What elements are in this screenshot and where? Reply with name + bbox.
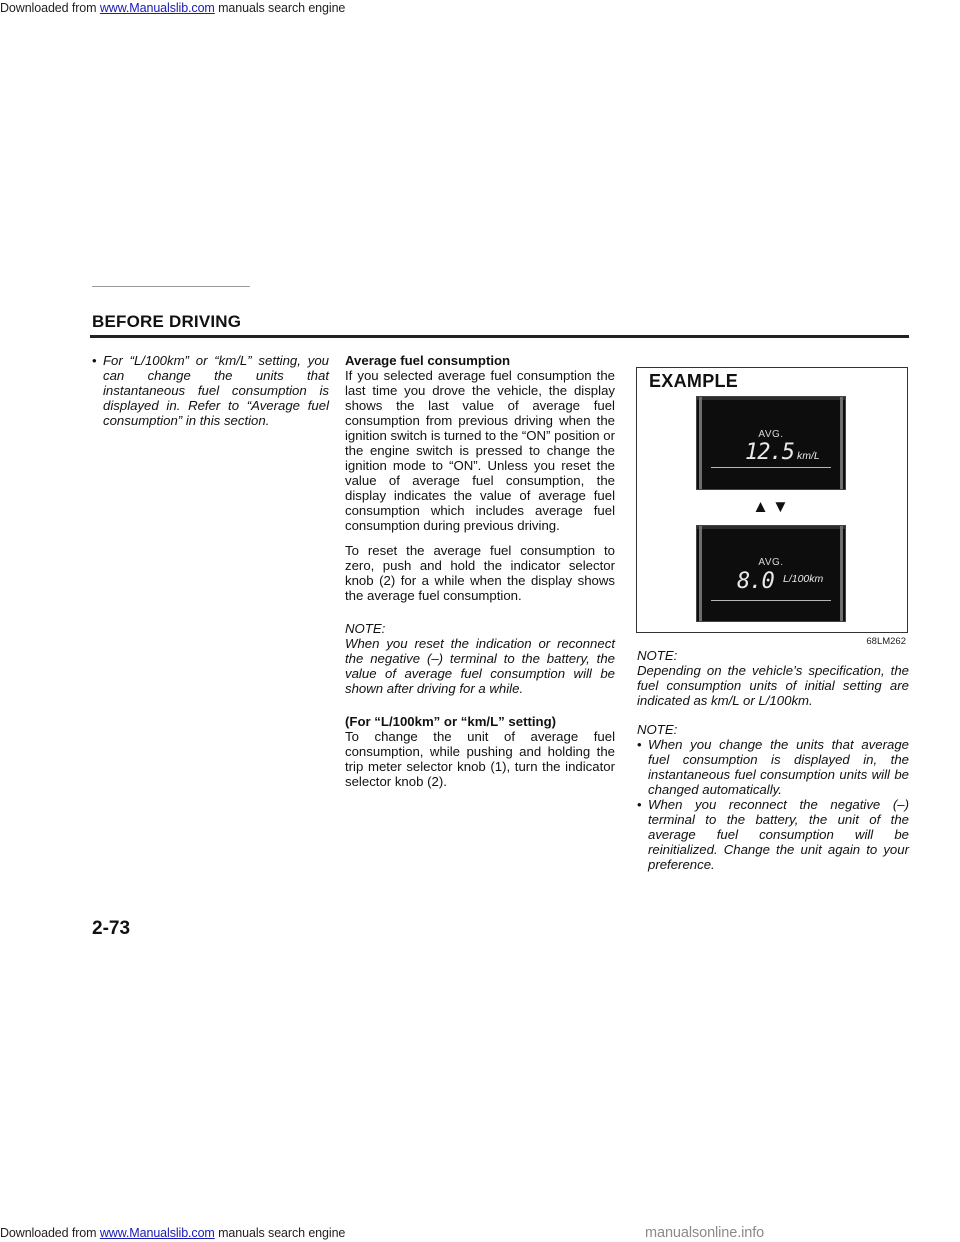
note2-bullet-1 — [637, 737, 909, 797]
footer-suffix: manuals search engine — [214, 1226, 346, 1240]
bullet-text: When you change the units that average fuel consumption is displayed in, the instantaneous fuel consumption units will be changed automatically. — [648, 737, 909, 797]
display-unit: km/L — [797, 450, 820, 462]
display-edge-right — [840, 397, 843, 489]
page-number: 2-73 — [92, 918, 131, 939]
display-avg-label: AVG. — [758, 557, 784, 568]
top-hairline — [92, 286, 250, 287]
bullet-item — [92, 353, 329, 428]
paragraph-reset: To reset the average fuel consumption to zero, push and hold the indicator selector knob (2) for a while when the display shows the average fuel consumption. — [345, 543, 615, 603]
figure-code: 68LM262 — [866, 636, 906, 647]
note-text: When you reset the indication or reconnect the negative (–) terminal to the battery, the value of average fuel consumption will be shown after driving for a while. — [345, 636, 615, 696]
display-bezel — [697, 526, 845, 529]
display-km-per-litre — [696, 396, 846, 490]
paragraph-average-intro: If you selected average fuel consumption the last time you drove the vehicle, the display shows the last value of average fuel consumption from previous driving when the ignition switch is turned to the “ON” position or the engine switch is pressed to change the ignition mode to “ON”. Unless you reset the value of average fuel consumption, the display indicates the value of average fuel consumption which includes average fuel consumption during previous driving. — [345, 368, 615, 533]
bullet-dot: • — [637, 797, 642, 812]
column-right — [637, 648, 909, 872]
note2-bullet-2 — [637, 797, 909, 872]
top-banner — [0, 0, 960, 16]
footer-link[interactable]: www.Manualslib.com — [99, 1226, 215, 1240]
heading-average-fuel: Average fuel consumption — [345, 353, 511, 368]
banner-link[interactable]: www.Manualslib.com — [99, 1, 215, 15]
display-edge-right — [840, 526, 843, 621]
figure-title: EXAMPLE — [649, 371, 739, 391]
footer-watermark: manualsonline.info — [645, 1225, 765, 1241]
figure-caption — [636, 636, 908, 648]
display-underline — [711, 467, 831, 468]
banner-suffix: manuals search engine — [214, 1, 346, 15]
footer-prefix: Downloaded from — [0, 1226, 100, 1240]
note1-label: NOTE: — [637, 648, 678, 663]
bullet-dot: • — [637, 737, 642, 752]
display-avg-label: AVG. — [758, 429, 784, 440]
display-value: 8.0 — [737, 569, 774, 594]
paragraph-change-unit: To change the unit of average fuel consumption, while pushing and holding the trip meter selector knob (1), turn the indicator selector knob (2). — [345, 729, 615, 789]
toggle-arrows-icon: ▲▼ — [752, 497, 792, 516]
column-left — [92, 353, 329, 428]
display-value: 12.5 — [745, 440, 794, 465]
bullet-dot: • — [92, 353, 97, 368]
bottom-banner — [0, 1224, 960, 1242]
subheading-units: (For “L/100km” or “km/L” setting) — [345, 714, 557, 729]
note-label: NOTE: — [345, 621, 386, 636]
example-figure — [636, 367, 908, 633]
note1-text: Depending on the vehicle’s specification, the fuel consumption units of initial setting are indicated as km/L or L/100km. — [637, 663, 909, 708]
bullet-text: When you reconnect the negative (–) terminal to the battery, the unit of the average fuel consumption will be reinitialized. Change the unit again to your preference. — [648, 797, 909, 872]
display-bezel — [697, 397, 845, 400]
display-litre-per-100km — [696, 525, 846, 622]
banner-prefix: Downloaded from — [0, 1, 100, 15]
display-edge-left — [699, 526, 702, 621]
note2-label: NOTE: — [637, 722, 678, 737]
column-middle — [345, 353, 615, 789]
display-edge-left — [699, 397, 702, 489]
display-underline — [711, 600, 831, 601]
bullet-text: For “L/100km” or “km/L” setting, you can change the units that instantaneous fuel consumption is displayed in. Refer to “Average fuel consumption” in this section. — [103, 353, 329, 428]
header-rule — [90, 335, 909, 338]
display-unit: L/100km — [783, 573, 824, 585]
section-title: BEFORE DRIVING — [92, 312, 242, 331]
